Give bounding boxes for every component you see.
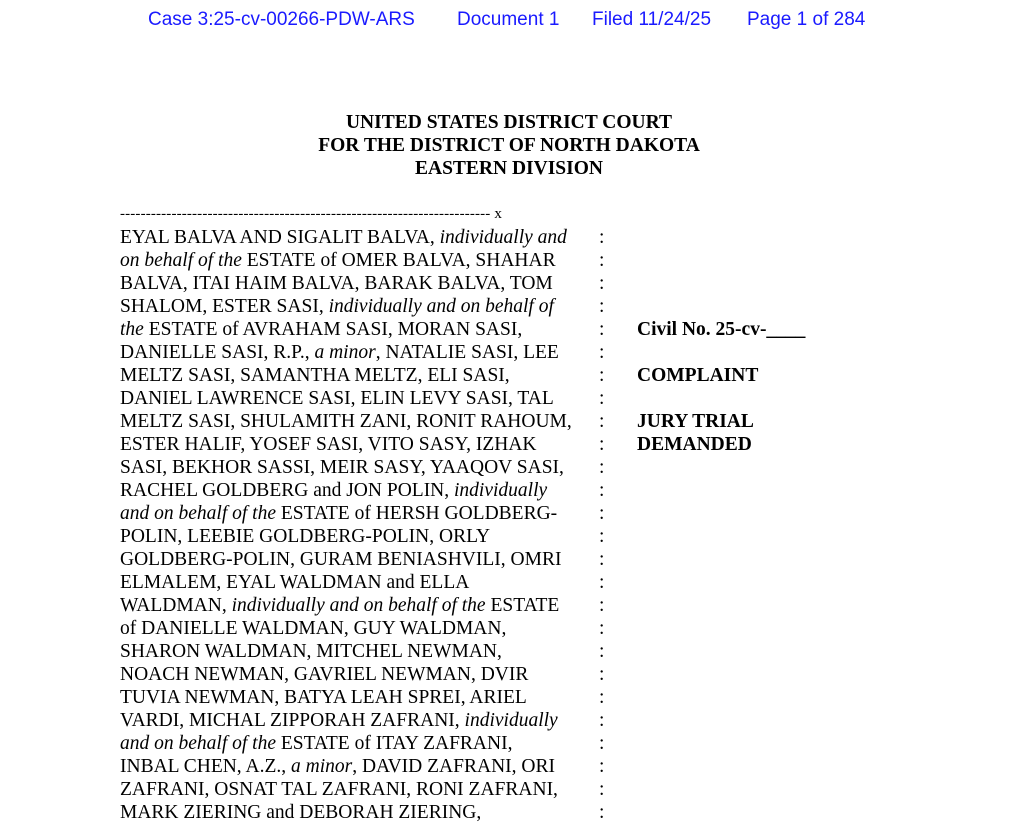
- plaintiff-line: [120, 295, 590, 318]
- plaintiff-line: [120, 226, 590, 249]
- caption-colon: :: [599, 641, 605, 662]
- plaintiff-line: [120, 502, 590, 525]
- italic-segment: individually and on behalf of the: [231, 595, 486, 616]
- caption-colon: :: [599, 342, 605, 363]
- italic-segment: the: [120, 319, 144, 340]
- caption-colon: :: [599, 733, 605, 754]
- jury-demand: [637, 410, 754, 456]
- text-segment: POLIN, LEEBIE GOLDBERG-POLIN, ORLY: [120, 526, 491, 547]
- plaintiff-line: [120, 640, 590, 663]
- italic-segment: and on behalf of the: [120, 503, 276, 524]
- caption-colon: :: [599, 227, 605, 248]
- plaintiffs-list: [120, 226, 590, 824]
- text-segment: INBAL CHEN, A.Z.,: [120, 756, 291, 777]
- italic-segment: on behalf of the: [120, 250, 242, 271]
- text-segment: VARDI, MICHAL ZIPPORAH ZAFRANI,: [120, 710, 465, 731]
- plaintiff-line: [120, 341, 590, 364]
- italic-segment: and on behalf of the: [120, 733, 276, 754]
- caption-colon: :: [599, 664, 605, 685]
- text-segment: ESTATE of AVRAHAM SASI, MORAN SASI,: [143, 319, 523, 340]
- page-count: Page 1 of 284: [747, 9, 866, 30]
- plaintiff-line: [120, 318, 590, 341]
- text-segment: SHALOM, ESTER SASI,: [120, 296, 329, 317]
- italic-segment: individually and: [439, 227, 567, 248]
- caption-colon: :: [599, 273, 605, 294]
- caption-colon: :: [599, 687, 605, 708]
- plaintiff-line: [120, 686, 590, 709]
- caption-colon: :: [599, 595, 605, 616]
- caption-colons: [599, 226, 609, 824]
- italic-segment: individually and on behalf of: [328, 296, 554, 317]
- caption-colon: :: [599, 526, 605, 547]
- caption-colon: :: [599, 779, 605, 800]
- text-segment: EYAL BALVA AND SIGALIT BALVA,: [120, 227, 440, 248]
- plaintiff-line: [120, 594, 590, 617]
- text-segment: DANIEL LAWRENCE SASI, ELIN LEVY SASI, TAL: [120, 388, 554, 409]
- text-segment: GOLDBERG-POLIN, GURAM BENIASHVILI, OMRI: [120, 549, 562, 570]
- plaintiff-line: [120, 525, 590, 548]
- text-segment: SHARON WALDMAN, MITCHEL NEWMAN,: [120, 641, 502, 662]
- caption-colon: :: [599, 457, 605, 478]
- plaintiff-line: [120, 364, 590, 387]
- italic-segment: a minor: [314, 342, 376, 363]
- plaintiff-line: [120, 778, 590, 801]
- caption-colon: :: [599, 250, 605, 271]
- plaintiff-line: [120, 479, 590, 502]
- text-segment: BALVA, ITAI HAIM BALVA, BARAK BALVA, TOM: [120, 273, 553, 294]
- text-segment: RACHEL GOLDBERG and JON POLIN,: [120, 480, 455, 501]
- plaintiff-line: [120, 755, 590, 778]
- plaintiff-line: [120, 456, 590, 479]
- court-division: EASTERN DIVISION: [414, 158, 603, 179]
- caption-colon: :: [599, 756, 605, 777]
- document-number: Document 1: [457, 9, 560, 30]
- plaintiff-line: [120, 249, 590, 272]
- text-segment: ESTATE: [485, 595, 560, 616]
- plaintiff-line: [120, 433, 590, 456]
- caption-colon: :: [599, 480, 605, 501]
- text-segment: MARK ZIERING and DEBORAH ZIERING,: [120, 802, 482, 823]
- italic-segment: a minor: [290, 756, 353, 777]
- complaint-title: COMPLAINT: [637, 365, 759, 386]
- court-name: UNITED STATES DISTRICT COURT: [345, 112, 673, 133]
- italic-segment: individually: [464, 710, 558, 731]
- caption-colon: :: [599, 296, 605, 317]
- plaintiff-line: [120, 410, 590, 433]
- jury-demand-line2: DEMANDED: [637, 434, 752, 455]
- text-segment: MELTZ SASI, SAMANTHA MELTZ, ELI SASI,: [120, 365, 510, 386]
- plaintiff-line: [120, 571, 590, 594]
- text-segment: WALDMAN,: [120, 595, 232, 616]
- plaintiff-line: [120, 801, 590, 824]
- caption-colon: :: [599, 319, 605, 340]
- plaintiff-line: [120, 732, 590, 755]
- plaintiff-line: [120, 387, 590, 410]
- plaintiff-line: [120, 663, 590, 686]
- text-segment: NOACH NEWMAN, GAVRIEL NEWMAN, DVIR: [120, 664, 529, 685]
- text-segment: of DANIELLE WALDMAN, GUY WALDMAN,: [120, 618, 507, 639]
- plaintiff-line: [120, 709, 590, 732]
- text-segment: DANIELLE SASI, R.P.,: [120, 342, 315, 363]
- text-segment: TUVIA NEWMAN, BATYA LEAH SPREI, ARIEL: [120, 687, 527, 708]
- text-segment: ELMALEM, EYAL WALDMAN and ELLA: [120, 572, 470, 593]
- caption-colon: :: [599, 618, 605, 639]
- text-segment: ESTER HALIF, YOSEF SASI, VITO SASY, IZHAK: [120, 434, 537, 455]
- caption-colon: :: [599, 503, 605, 524]
- court-caption: [0, 111, 1018, 180]
- text-segment: ESTATE of ITAY ZAFRANI,: [275, 733, 513, 754]
- text-segment: ZAFRANI, OSNAT TAL ZAFRANI, RONI ZAFRANI,: [120, 779, 558, 800]
- caption-colon: :: [599, 549, 605, 570]
- text-segment: ESTATE of HERSH GOLDBERG-: [275, 503, 558, 524]
- court-district: FOR THE DISTRICT OF NORTH DAKOTA: [318, 135, 700, 156]
- plaintiff-line: [120, 272, 590, 295]
- text-segment: ESTATE of OMER BALVA, SHAHAR: [241, 250, 556, 271]
- civil-number: Civil No. 25-cv-____: [637, 319, 806, 340]
- plaintiff-line: [120, 617, 590, 640]
- filed-date: Filed 11/24/25: [592, 9, 712, 30]
- caption-colon: :: [599, 802, 605, 823]
- text-segment: , NATALIE SASI, LEE: [375, 342, 559, 363]
- caption-divider: ------------------------------------------------------------------------ x: [120, 206, 502, 222]
- italic-segment: individually: [454, 480, 548, 501]
- text-segment: MELTZ SASI, SHULAMITH ZANI, RONIT RAHOUM,: [120, 411, 572, 432]
- caption-colon: :: [599, 411, 605, 432]
- case-number: Case 3:25-cv-00266-PDW-ARS: [148, 9, 415, 30]
- jury-demand-line1: JURY TRIAL: [637, 411, 754, 432]
- text-segment: , DAVID ZAFRANI, ORI: [352, 756, 555, 777]
- caption-colon: :: [599, 365, 605, 386]
- text-segment: SASI, BEKHOR SASSI, MEIR SASY, YAAQOV SASI,: [120, 457, 564, 478]
- caption-colon: :: [599, 710, 605, 731]
- plaintiff-line: [120, 548, 590, 571]
- caption-colon: :: [599, 388, 605, 409]
- caption-colon: :: [599, 572, 605, 593]
- caption-colon: :: [599, 434, 605, 455]
